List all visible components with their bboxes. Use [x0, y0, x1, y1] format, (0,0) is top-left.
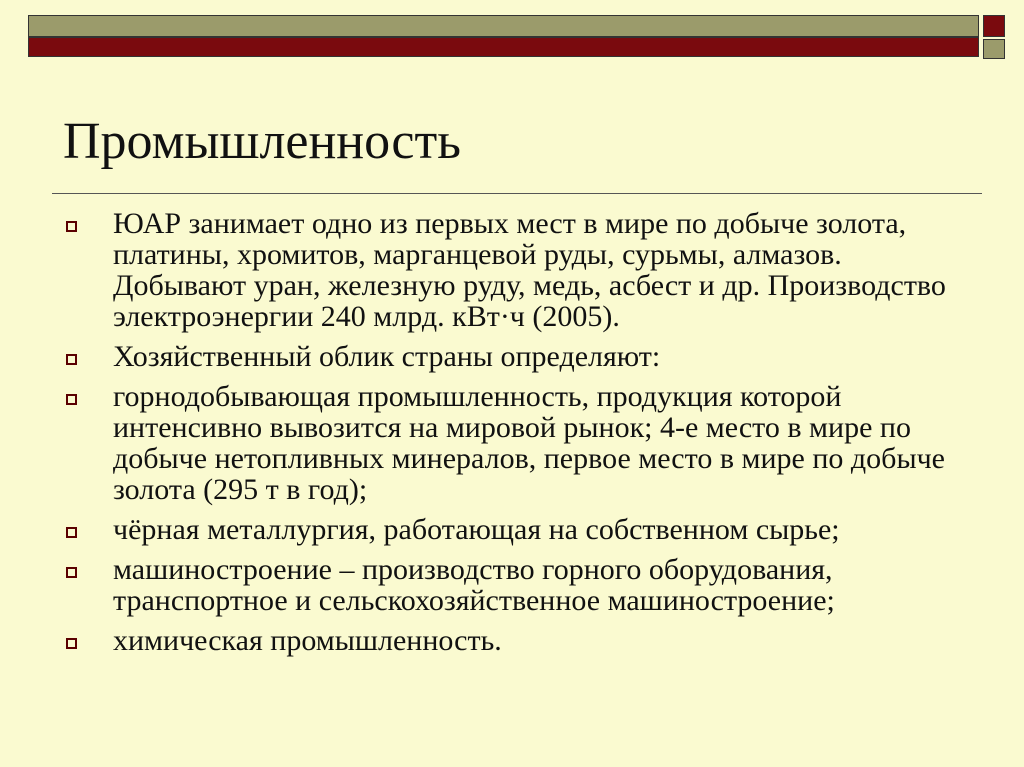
square-bullet-icon	[66, 567, 77, 578]
slide-title: Промышленность	[63, 113, 461, 170]
bullet-item	[60, 554, 980, 616]
bullet-item	[60, 625, 980, 656]
header-olive-bar	[28, 15, 979, 37]
bullet-text: Хозяйственный облик страны определяют:	[113, 340, 661, 373]
bullet-text: ЮАР занимает одно из первых мест в мире по добыче золота, платины, хромитов, марганцевой руды, сурьмы, алмазов. Добывают уран, железную руду, медь, асбест и др. Производство электроэнергии 240 млрд. кВт·ч (2005).	[113, 207, 946, 333]
square-bullet-icon	[66, 527, 77, 538]
header-olive-square	[983, 39, 1005, 59]
header-maroon-square	[983, 15, 1005, 37]
header-maroon-bar	[28, 37, 979, 57]
bullet-text: горнодобывающая промышленность, продукция которой интенсивно вывозится на мировой рынок; 4-е место в мире по добыче нетопливных минералов, первое место в мире по добыче золота (295 т в год);	[113, 380, 946, 506]
square-bullet-icon	[66, 638, 77, 649]
bullet-text: машиностроение – производство горного оборудования, транспортное и сельскохозяйственное машиностроение;	[113, 553, 835, 617]
bullet-list	[60, 208, 980, 665]
title-divider	[52, 193, 982, 194]
bullet-text: чёрная металлургия, работающая на собственном сырье;	[113, 513, 840, 546]
bullet-item	[60, 208, 980, 332]
square-bullet-icon	[66, 394, 77, 405]
bullet-item	[60, 514, 980, 545]
square-bullet-icon	[66, 221, 77, 232]
bullet-text: химическая промышленность.	[113, 624, 502, 657]
square-bullet-icon	[66, 354, 77, 365]
bullet-item	[60, 341, 980, 372]
bullet-item	[60, 381, 980, 505]
